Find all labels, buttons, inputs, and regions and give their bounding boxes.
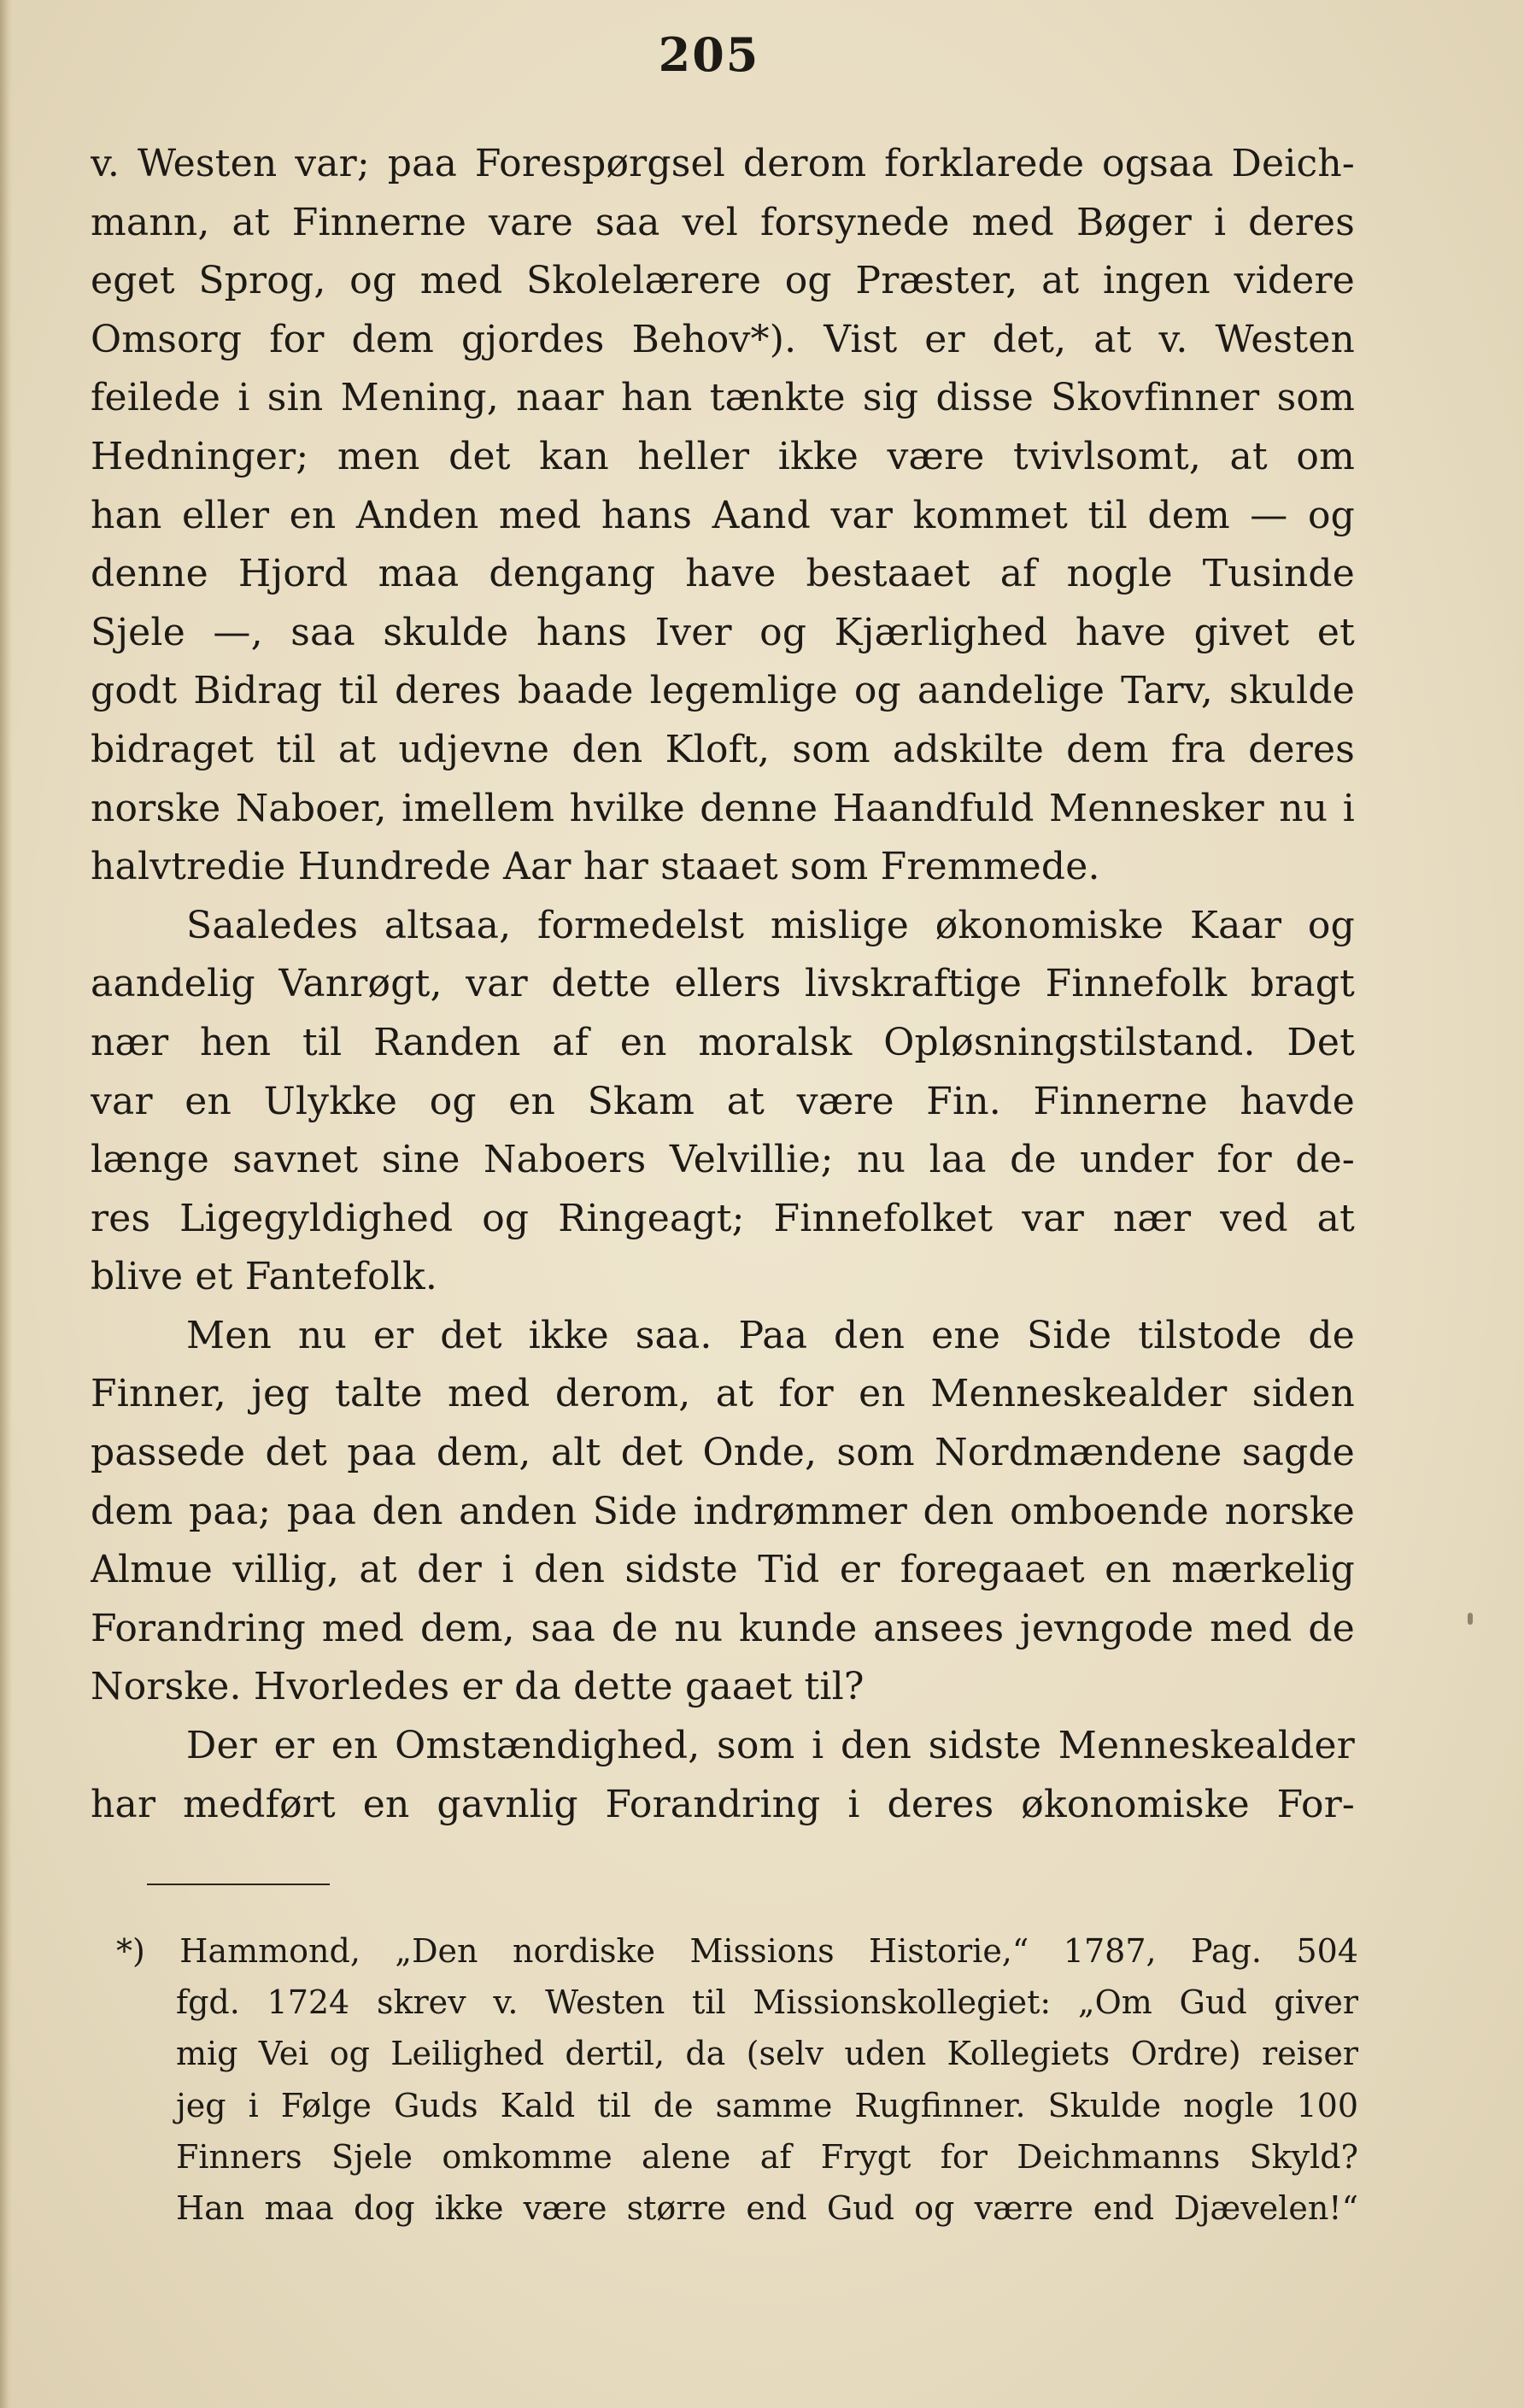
text-line: feilede i sin Mening, naar han tænkte sig disse Skovfinner som — [91, 376, 1355, 420]
text-line: denne Hjord maa dengang have bestaaet af nogle Tusinde — [91, 552, 1355, 596]
text-line: var en Ulykke og en Skam at være Fin. Finnerne havde — [91, 1079, 1355, 1123]
text-line: res Ligegyldighed og Ringeagt; Finnefolket var nær ved at — [91, 1196, 1355, 1240]
text-line: aandelig Vanrøgt, var dette ellers livskraftige Finnefolk bragt — [91, 962, 1355, 1006]
text-line: dem paa; paa den anden Side indrømmer den omboende norske — [91, 1489, 1355, 1533]
text-line: han eller en Anden med hans Aand var kommet til dem — og — [91, 493, 1355, 537]
text-line: Men nu er det ikke saa. Paa den ene Side tilstode de — [186, 1313, 1355, 1357]
text-line: Der er en Omstændighed, som i den sidste Menneskealder — [186, 1724, 1355, 1768]
page-left-edge-shadow — [0, 0, 12, 2408]
text-line: godt Bidrag til deres baade legemlige og aandelige Tarv, skulde — [91, 669, 1355, 713]
text-line: bidraget til at udjevne den Kloft, som adskilte dem fra deres — [91, 727, 1355, 771]
text-line: Forandring med dem, saa de nu kunde ansees jevngode med de — [91, 1606, 1355, 1650]
text-line: norske Naboer, imellem hvilke denne Haandfuld Mennesker nu i — [91, 786, 1355, 830]
paper-speck — [1468, 1613, 1473, 1625]
footnote-line: jeg i Følge Guds Kald til de samme Rugfinner. Skulde nogle 100 — [176, 2086, 1358, 2124]
text-line: Norske. Hvorledes er da dette gaaet til? — [91, 1665, 865, 1709]
text-line: Omsorg for dem gjordes Behov*). Vist er det, at v. Westen — [91, 317, 1355, 361]
text-line: passede det paa dem, alt det Onde, som Nordmændene sagde — [91, 1431, 1355, 1475]
text-line: Sjele —, saa skulde hans Iver og Kjærlighed have givet et — [91, 610, 1355, 654]
footnote-line: Finners Sjele omkomme alene af Frygt for Deichmanns Skyld? — [176, 2137, 1358, 2176]
text-line: Almue villig, at der i den sidste Tid er foregaaet en mærkelig — [91, 1548, 1355, 1592]
text-line: blive et Fantefolk. — [91, 1255, 438, 1299]
footnote-line: mig Vei og Leilighed dertil, da (selv uden Kollegiets Ordre) reiser — [176, 2035, 1358, 2073]
text-line: mann, at Finnerne vare saa vel forsynede med Bøger i deres — [91, 200, 1355, 244]
footnote — [91, 1925, 1358, 2234]
text-line: længe savnet sine Naboers Velvillie; nu laa de under for de- — [91, 1138, 1355, 1182]
text-line: Saaledes altsaa, formedelst mislige økonomiske Kaar og — [186, 903, 1355, 947]
footnote-line: Han maa dog ikke være større end Gud og værre end Djævelen!“ — [176, 2188, 1358, 2227]
footnote-line: *) Hammond, „Den nordiske Missions Historie,“ 1787, Pag. 504 — [116, 1932, 1358, 1970]
page-number: 205 — [658, 27, 760, 82]
text-line: v. Westen var; paa Forespørgsel derom forklarede ogsaa Deich- — [91, 142, 1355, 185]
text-line: Hedninger; men det kan heller ikke være tvivlsomt, at om — [91, 434, 1355, 478]
text-line: har medført en gavnlig Forandring i deres økonomiske For- — [91, 1782, 1355, 1826]
text-line: Finner, jeg talte med derom, at for en Menneskealder siden — [91, 1372, 1355, 1416]
body-text — [91, 135, 1355, 1834]
text-line: nær hen til Randen af en moralsk Opløsningstilstand. Det — [91, 1020, 1355, 1064]
footnote-line: fgd. 1724 skrev v. Westen til Missionskollegiet: „Om Gud giver — [176, 1983, 1358, 2022]
text-line: eget Sprog, og med Skolelærere og Præster, at ingen videre — [91, 259, 1355, 303]
text-line: halvtredie Hundrede Aar har staaet som Fremmede. — [91, 845, 1100, 889]
footnote-separator — [147, 1884, 330, 1885]
